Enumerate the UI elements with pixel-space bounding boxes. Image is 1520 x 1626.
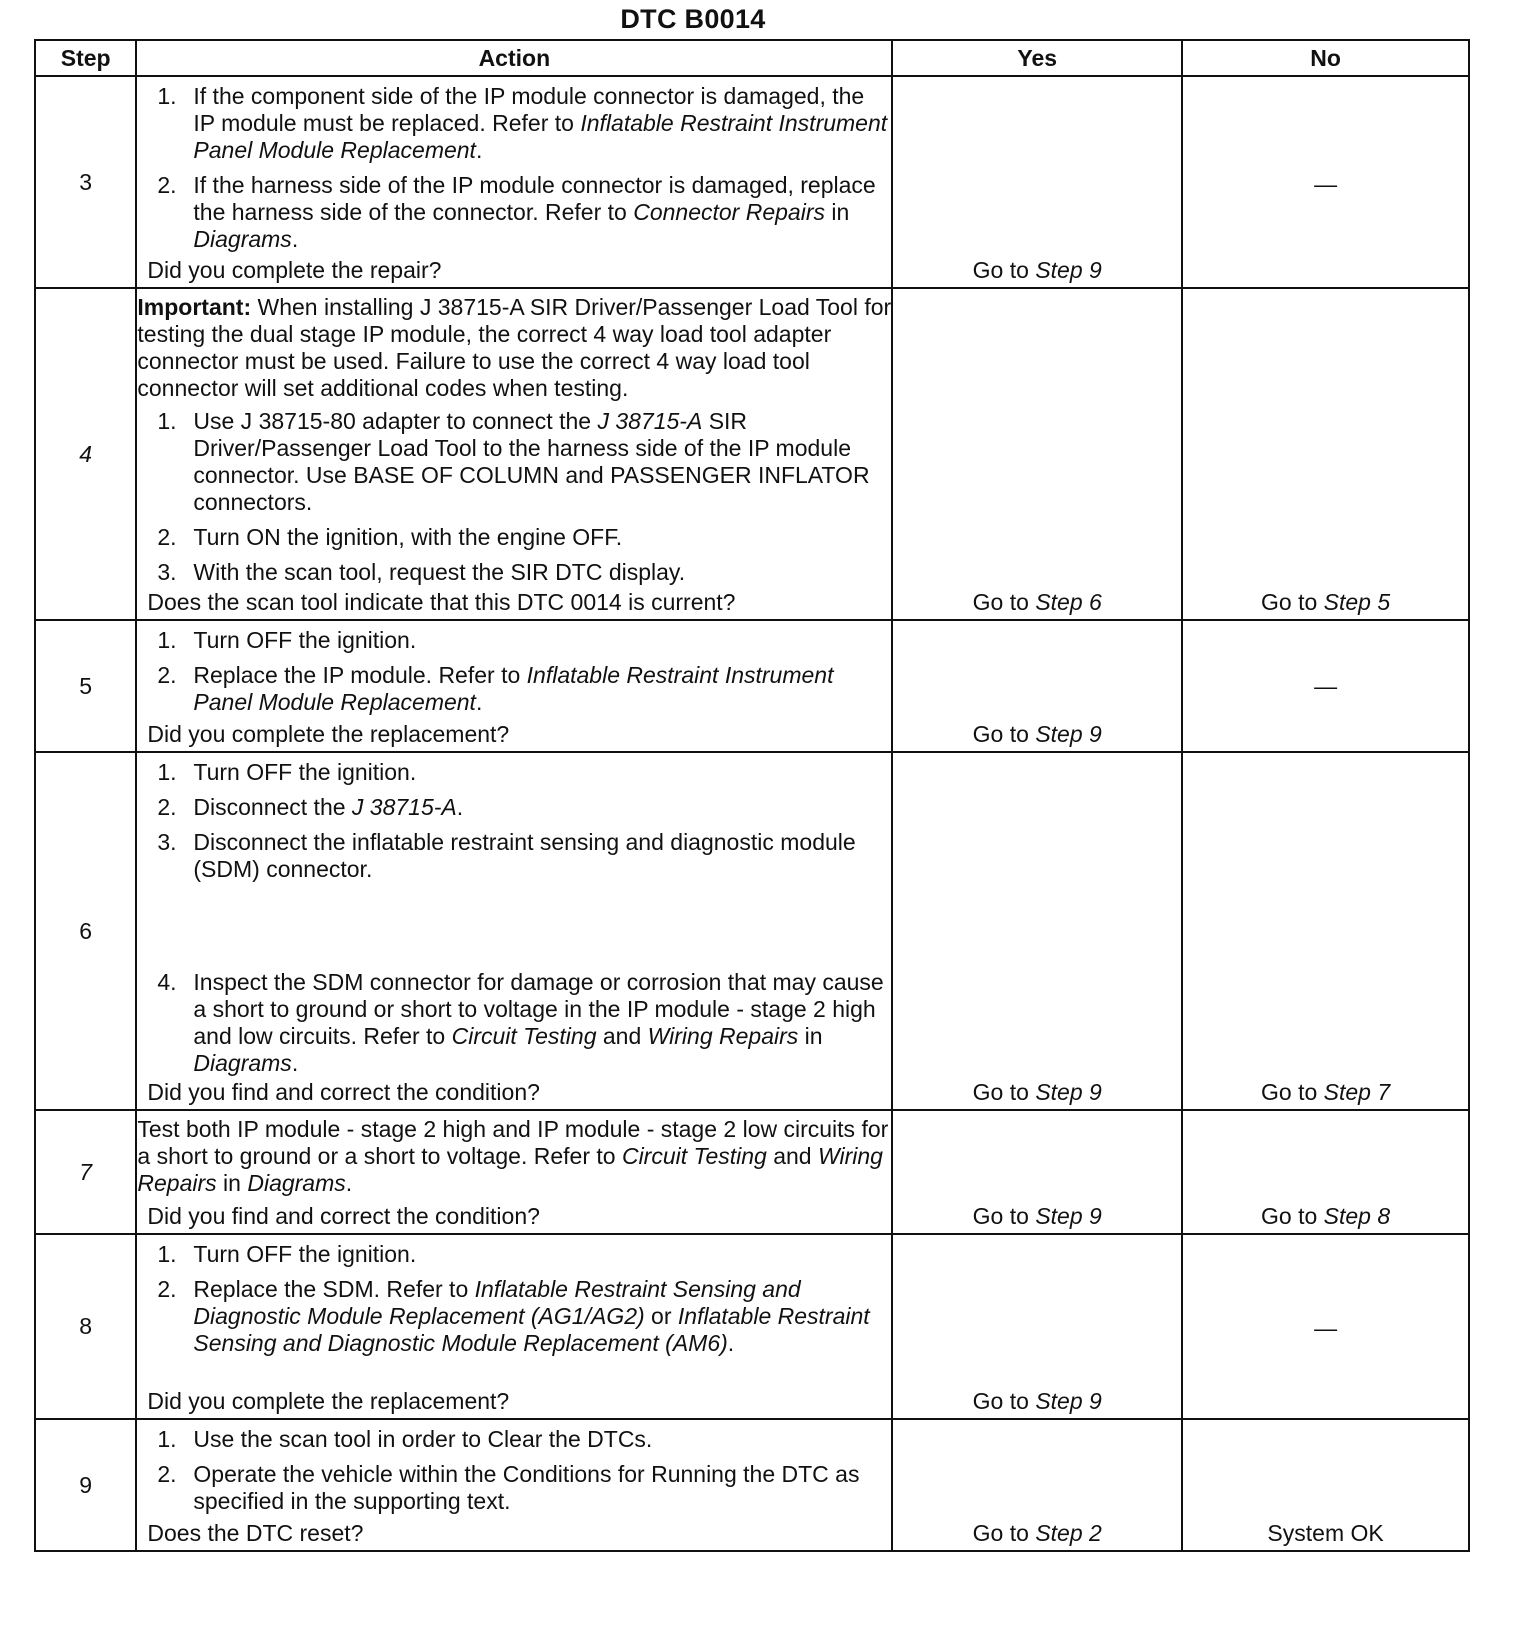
table-row-step-7	[35, 1110, 1469, 1234]
no-cell	[1182, 1234, 1469, 1419]
list-item: 2. Replace the IP module. Refer to Inflatable Restraint Instrument Panel Module Replacement.	[157, 662, 834, 715]
header-action: Action	[136, 40, 892, 76]
list-item-text: Turn OFF the ignition.	[193, 627, 417, 653]
yes-cell	[892, 620, 1182, 752]
no-result: —	[1314, 1315, 1338, 1341]
action-cell	[136, 752, 892, 1110]
list-item-text: Turn ON the ignition, with the engine OFF.	[193, 524, 623, 550]
yes-result: Go to Step 2	[972, 1520, 1102, 1546]
question-text: Does the scan tool indicate that this DTC 0014 is current?	[147, 589, 736, 615]
no-result: System OK	[1267, 1520, 1384, 1546]
dtc-table	[34, 39, 1470, 1552]
question-text: Did you complete the repair?	[147, 257, 442, 283]
list-item: 1. Turn OFF the ignition.	[157, 627, 417, 653]
table-row-step-8	[35, 1234, 1469, 1419]
step-number: 6	[35, 752, 136, 1110]
yes-cell	[892, 1234, 1182, 1419]
yes-result: Go to Step 9	[972, 1079, 1102, 1105]
list-item: 1. Turn OFF the ignition.	[157, 759, 417, 785]
list-item-text: If the harness side of the IP module connector is damaged, replace the harness side of the connector. Refer to Connector Repairs in Diagrams.	[193, 172, 876, 252]
list-item: 4. Inspect the SDM connector for damage or corrosion that may cause a short to ground or short to voltage in the IP module - stage 2 high and low circuits. Refer to Circuit Testing and Wiring Repairs in Diagrams.	[157, 969, 884, 1076]
action-cell	[136, 76, 892, 288]
table-header-row	[35, 40, 1469, 76]
question-text: Did you complete the replacement?	[147, 721, 510, 747]
no-cell	[1182, 288, 1469, 620]
table-row-step-3	[35, 76, 1469, 288]
list-item-text: Replace the SDM. Refer to Inflatable Restraint Sensing and Diagnostic Module Replacement (AG1/AG2) or Inflatable Restraint Sensing and Diagnostic Module Replacement (AM6).	[193, 1276, 870, 1356]
action-cell	[136, 620, 892, 752]
question-text: Does the DTC reset?	[147, 1520, 364, 1546]
important-note	[137, 294, 891, 402]
page-title: DTC B0014	[620, 4, 766, 34]
yes-cell	[892, 1110, 1182, 1234]
action-list	[137, 1241, 891, 1357]
no-result: —	[1314, 673, 1338, 699]
list-item: 2. Turn ON the ignition, with the engine OFF.	[157, 524, 623, 550]
action-list	[137, 408, 891, 586]
no-result: Go to Step 7	[1261, 1079, 1391, 1105]
list-item-text: Disconnect the inflatable restraint sensing and diagnostic module (SDM) connector.	[193, 829, 856, 882]
no-cell	[1182, 1110, 1469, 1234]
step-number: 5	[35, 620, 136, 752]
step-number: 9	[35, 1419, 136, 1551]
question-text: Did you complete the replacement?	[147, 1388, 510, 1414]
step-number: 8	[35, 1234, 136, 1419]
list-item-text: With the scan tool, request the SIR DTC display.	[193, 559, 686, 585]
header-no: No	[1182, 40, 1469, 76]
list-item: 3. With the scan tool, request the SIR DTC display.	[157, 559, 686, 585]
list-item: 1. Use the scan tool in order to Clear the DTCs.	[157, 1426, 653, 1452]
list-item-text: Disconnect the J 38715-A.	[193, 794, 464, 820]
yes-result: Go to Step 9	[972, 1388, 1102, 1414]
step-number: 3	[35, 76, 136, 288]
no-result: Go to Step 5	[1261, 589, 1391, 615]
action-list	[137, 759, 891, 1077]
step-number: 4	[35, 288, 136, 620]
yes-cell	[892, 1419, 1182, 1551]
list-item-text: Inspect the SDM connector for damage or corrosion that may cause a short to ground or short to voltage in the IP module - stage 2 high and low circuits. Refer to Circuit Testing and Wiring Repairs in Diagrams.	[193, 969, 884, 1076]
list-item-text: Turn OFF the ignition.	[193, 759, 417, 785]
header-yes: Yes	[892, 40, 1182, 76]
yes-result: Go to Step 9	[972, 721, 1102, 747]
yes-cell	[892, 752, 1182, 1110]
question-text: Did you find and correct the condition?	[147, 1203, 540, 1229]
list-item-text: Operate the vehicle within the Conditions for Running the DTC as specified in the supporting text.	[193, 1461, 860, 1514]
list-item-text: Turn OFF the ignition.	[193, 1241, 417, 1267]
question-text: Did you find and correct the condition?	[147, 1079, 540, 1105]
list-item-text: Use J 38715-80 adapter to connect the J 38715-A SIR Driver/Passenger Load Tool to the harness side of the IP module connector. Use BASE OF COLUMN and PASSENGER INFLATOR connectors.	[193, 408, 870, 515]
step-number: 7	[35, 1110, 136, 1234]
list-item-text: Use the scan tool in order to Clear the DTCs.	[193, 1426, 653, 1452]
yes-result: Go to Step 6	[972, 589, 1102, 615]
no-cell	[1182, 76, 1469, 288]
header-step: Step	[35, 40, 136, 76]
table-row-step-6	[35, 752, 1469, 1110]
list-item-text: If the component side of the IP module connector is damaged, the IP module must be replaced. Refer to Inflatable Restraint Instrument Panel Module Replacement.	[193, 83, 888, 163]
action-list	[137, 1426, 891, 1515]
yes-cell	[892, 288, 1182, 620]
table-row-step-4	[35, 288, 1469, 620]
list-item: 3. Disconnect the inflatable restraint sensing and diagnostic module (SDM) connector.	[157, 829, 856, 882]
important-label: Important:	[137, 294, 252, 320]
no-result: —	[1314, 171, 1338, 197]
yes-result: Go to Step 9	[972, 257, 1102, 283]
list-item: 2. Replace the SDM. Refer to Inflatable Restraint Sensing and Diagnostic Module Replacement (AG1/AG2) or Inflatable Restraint Sensing and Diagnostic Module Replacement (AM6).	[157, 1276, 870, 1356]
list-item-text: Replace the IP module. Refer to Inflatable Restraint Instrument Panel Module Replacement.	[193, 662, 834, 715]
action-cell	[136, 1110, 892, 1234]
table-row-step-9	[35, 1419, 1469, 1551]
action-cell	[136, 1234, 892, 1419]
yes-cell	[892, 76, 1182, 288]
no-cell	[1182, 752, 1469, 1110]
list-item: 2. Disconnect the J 38715-A.	[157, 794, 464, 820]
action-text: Test both IP module - stage 2 high and IP module - stage 2 low circuits for a short to ground or a short to voltage. Refer to Circuit Testing and Wiring Repairs in Diagrams.	[137, 1116, 889, 1196]
list-item: 1. Turn OFF the ignition.	[157, 1241, 417, 1267]
action-cell	[136, 1419, 892, 1551]
table-row-step-5	[35, 620, 1469, 752]
yes-result: Go to Step 9	[972, 1203, 1102, 1229]
no-cell	[1182, 1419, 1469, 1551]
no-result: Go to Step 8	[1261, 1203, 1391, 1229]
important-text: When installing J 38715-A SIR Driver/Passenger Load Tool for testing the dual stage IP module, the correct 4 way load tool adapter connector must be used. Failure to use the correct 4 way load tool connector will set additional codes when testing.	[137, 294, 892, 401]
no-cell	[1182, 620, 1469, 752]
list-item: 1. If the component side of the IP module connector is damaged, the IP module must be replaced. Refer to Inflatable Restraint Instrument Panel Module Replacement.	[157, 83, 888, 163]
list-item: 2. If the harness side of the IP module connector is damaged, replace the harness side of the connector. Refer to Connector Repairs in Diagrams.	[157, 172, 876, 252]
action-list	[137, 627, 891, 716]
list-item: 1. Use J 38715-80 adapter to connect the J 38715-A SIR Driver/Passenger Load Tool to the harness side of the IP module connector. Use BASE OF COLUMN and PASSENGER INFLATOR connectors.	[157, 408, 870, 515]
action-cell	[136, 288, 892, 620]
list-item: 2. Operate the vehicle within the Conditions for Running the DTC as specified in the supporting text.	[157, 1461, 860, 1514]
action-list	[137, 83, 891, 253]
